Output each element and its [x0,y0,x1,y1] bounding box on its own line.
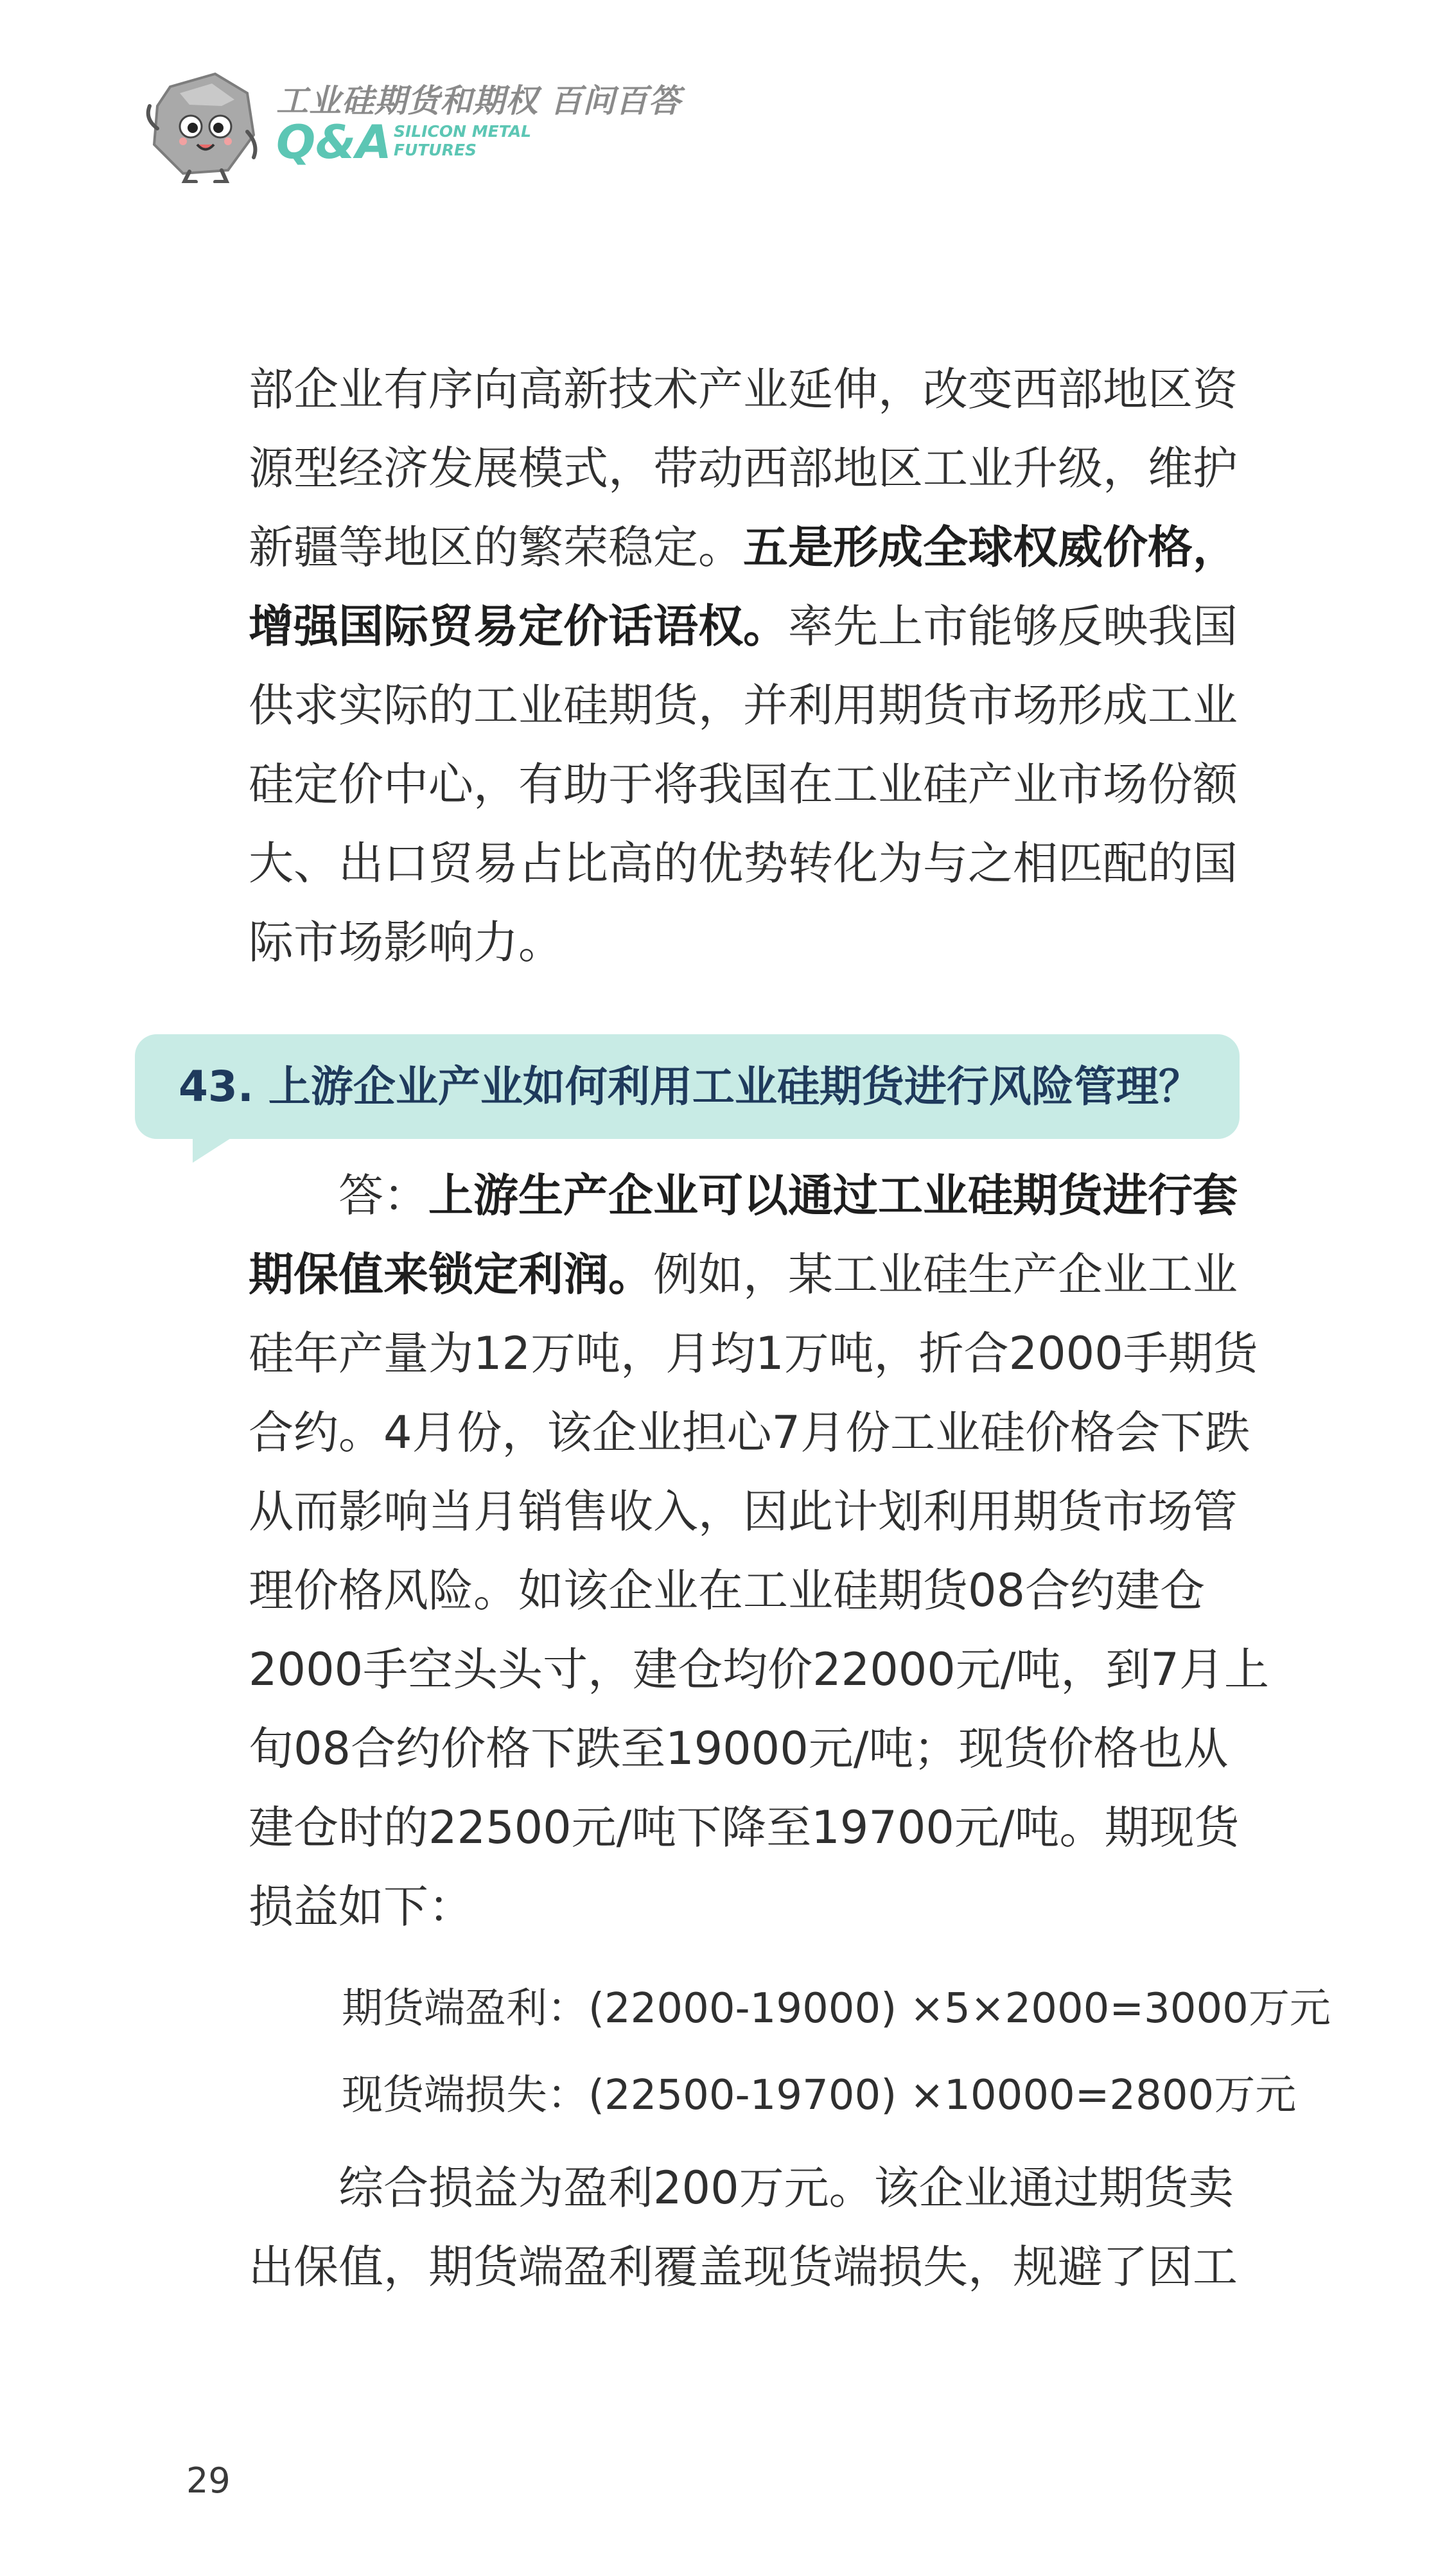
conclusion-paragraph [249,2149,1238,2307]
text-line [249,1472,1238,1551]
text: 建仓时的22500元/吨下降至19700元/吨。期现货 [249,1801,1240,1854]
text-line [249,1867,1238,1946]
text: 大、出口贸易占比高的优势转化为与之相匹配的国 [249,837,1238,890]
logo-subtitle-line2: FUTURES [394,140,477,159]
text-line: 出保值，期货端盈利覆盖现货端损失，规避了因工 [249,2241,1238,2293]
page-header [145,67,915,183]
qa-logo-text: Q&A [276,115,392,169]
text: 理价格风险。如该企业在工业硅期货08合约建仓 [249,1564,1206,1617]
bold-text: 期保值来锁定利润。 [249,1248,653,1301]
text: 硅年产量为12万吨，月均1万吨，折合2000手期货 [249,1327,1258,1380]
text: 损益如下： [249,1880,473,1933]
text: 源型经济发展模式，带动西部地区工业升级，维护 [249,442,1238,495]
bold-text: 上游生产企业可以通过工业硅期货进行套 [428,1169,1238,1222]
text-line [249,1788,1238,1867]
text: 率先上市能够反映我国 [788,600,1238,653]
question-bubble-tail [193,1134,238,1163]
logo-subtitle [394,123,531,160]
question-title: 43. 上游企业产业如何利用工业硅期货进行风险管理？ [179,1062,1201,1111]
text-line [249,1630,1269,1709]
text-line [249,1393,1250,1472]
text: 从而影响当月销售收入，因此计划利用期货市场管 [249,1485,1238,1538]
spot-loss-formula: 现货端损失：(22500-19700) ×10000=2800万元 [342,2072,1297,2119]
futures-profit-formula: 期货端盈利：(22000-19000) ×5×2000=3000万元 [342,1985,1331,2033]
text: 旬08合约价格下跌至19000元/吨；现货价格也从 [249,1722,1229,1775]
bold-text: 增强国际贸易定价话语权。 [249,600,788,653]
text-line [249,1709,1238,1788]
text-line [249,508,1238,587]
text-line [249,824,1238,903]
question-bubble [135,1034,1240,1139]
answer-paragraph [249,1156,1269,1946]
silicon-mascot-logo [145,67,260,183]
text: 2000手空头头寸，建仓均价22000元/吨，到7月上 [249,1643,1269,1696]
text: 硅定价中心，有助于将我国在工业硅产业市场份额 [249,758,1238,811]
text: 合约。4月份，该企业担心7月份工业硅价格会下跌 [249,1406,1250,1459]
text-line [249,1235,1238,1314]
text: 新疆等地区的繁荣稳定。 [249,521,743,574]
intro-paragraph [249,350,1238,982]
text: 例如，某工业硅生产企业工业 [653,1248,1238,1301]
text: 部企业有序向高新技术产业延伸，改变西部地区资 [249,363,1238,416]
text-line [249,666,1238,745]
text-line [249,745,1238,824]
text: 供求实际的工业硅期货，并利用期货市场形成工业 [249,679,1238,732]
text-line [249,903,1238,982]
text-line [249,1314,1258,1393]
book-title: 工业硅期货和期权 百问百答 [276,82,681,119]
text-line [249,1551,1238,1630]
text-line: 综合损益为盈利200万元。该企业通过期货卖 [338,2162,1234,2214]
text: 际市场影响力。 [249,916,563,969]
text-line [249,587,1238,666]
text-line [249,350,1238,429]
text-line [249,429,1238,508]
logo-subtitle-line1: SILICON METAL [394,122,532,141]
text-line [249,1156,1238,1235]
page-number: 29 [186,2460,231,2501]
bold-text: 五是形成全球权威价格， [743,521,1238,574]
text: 答： [338,1169,428,1222]
